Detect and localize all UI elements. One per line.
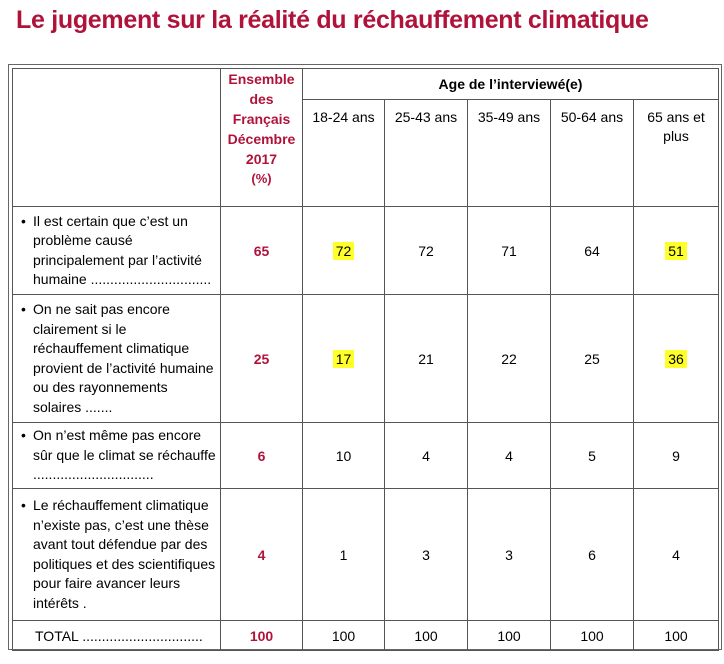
bullet-icon: • <box>21 497 26 513</box>
ensemble-header-line: Français <box>232 111 291 127</box>
age-group-header: 18-24 ans <box>303 100 385 207</box>
table-row <box>13 207 719 295</box>
ensemble-value: 65 <box>221 207 303 295</box>
table-row <box>13 489 719 621</box>
age-value: 9 <box>634 423 719 489</box>
age-value: 21 <box>385 295 468 423</box>
age-value <box>634 207 719 295</box>
page-title: Le jugement sur la réalité du réchauffement climatique <box>16 6 649 34</box>
row-label <box>13 423 221 489</box>
age-value: 10 <box>303 423 385 489</box>
total-value: 100 <box>303 621 385 651</box>
highlighted-value: 51 <box>665 242 687 260</box>
bullet-icon: • <box>21 212 26 229</box>
highlighted-value: 72 <box>333 242 355 260</box>
age-value: 4 <box>634 489 719 621</box>
ensemble-header-line: Ensemble <box>228 71 295 87</box>
age-value: 1 <box>303 489 385 621</box>
total-ensemble-value: 100 <box>221 621 303 651</box>
total-value: 100 <box>468 621 551 651</box>
age-value <box>303 295 385 423</box>
age-value <box>634 295 719 423</box>
age-value: 6 <box>551 489 634 621</box>
row-label-text: Le réchauffement climatique n’existe pas, c’est une thèse avant tout défendue par des politiques et des scientifiques pour faire avancer leurs intérêts . <box>33 497 216 611</box>
age-group-header: 65 ans et plus <box>634 100 719 207</box>
bullet-icon: • <box>21 301 26 317</box>
age-group-header: 35-49 ans <box>468 100 551 207</box>
age-value: 64 <box>551 207 634 295</box>
ensemble-header <box>221 69 303 207</box>
table-body <box>13 69 719 651</box>
ensemble-header-line: Décembre <box>227 131 296 147</box>
ensemble-header-line: des <box>249 91 274 107</box>
row-label <box>13 207 221 295</box>
highlighted-value: 36 <box>665 350 687 368</box>
total-value: 100 <box>634 621 719 651</box>
table-row <box>13 295 719 423</box>
age-header: Age de l’interviewé(e) <box>303 69 719 100</box>
header-empty-cell <box>13 69 221 207</box>
age-group-header: 50-64 ans <box>551 100 634 207</box>
row-label-text: On ne sait pas encore clairement si le réchauffement climatique provient de l’activité humaine ou des rayonnements solaires ....... <box>33 301 214 415</box>
age-value: 72 <box>385 207 468 295</box>
row-label-text: Il est certain que c’est un problème causé principalement par l’activité humaine ............................... <box>33 212 212 287</box>
header-row <box>13 69 719 100</box>
age-value: 25 <box>551 295 634 423</box>
ensemble-value: 6 <box>221 423 303 489</box>
age-value <box>303 207 385 295</box>
age-value: 4 <box>385 423 468 489</box>
total-label: TOTAL ............................... <box>13 621 221 651</box>
age-value: 3 <box>385 489 468 621</box>
ensemble-header-line: (%) <box>251 171 272 186</box>
total-row <box>13 621 719 651</box>
total-value: 100 <box>385 621 468 651</box>
row-label-text: On n’est même pas encore sûr que le climat se réchauffe ............................... <box>33 427 216 483</box>
total-value: 100 <box>551 621 634 651</box>
ensemble-value: 4 <box>221 489 303 621</box>
highlighted-value: 17 <box>333 350 355 368</box>
ensemble-header-line: 2017 <box>245 151 278 167</box>
age-value: 22 <box>468 295 551 423</box>
age-value: 4 <box>468 423 551 489</box>
age-value: 5 <box>551 423 634 489</box>
bullet-icon: • <box>21 427 26 444</box>
age-value: 3 <box>468 489 551 621</box>
table-row <box>13 423 719 489</box>
results-table <box>12 68 719 651</box>
row-label <box>13 295 221 423</box>
age-value: 71 <box>468 207 551 295</box>
age-group-header: 25-43 ans <box>385 100 468 207</box>
ensemble-value: 25 <box>221 295 303 423</box>
row-label <box>13 489 221 621</box>
